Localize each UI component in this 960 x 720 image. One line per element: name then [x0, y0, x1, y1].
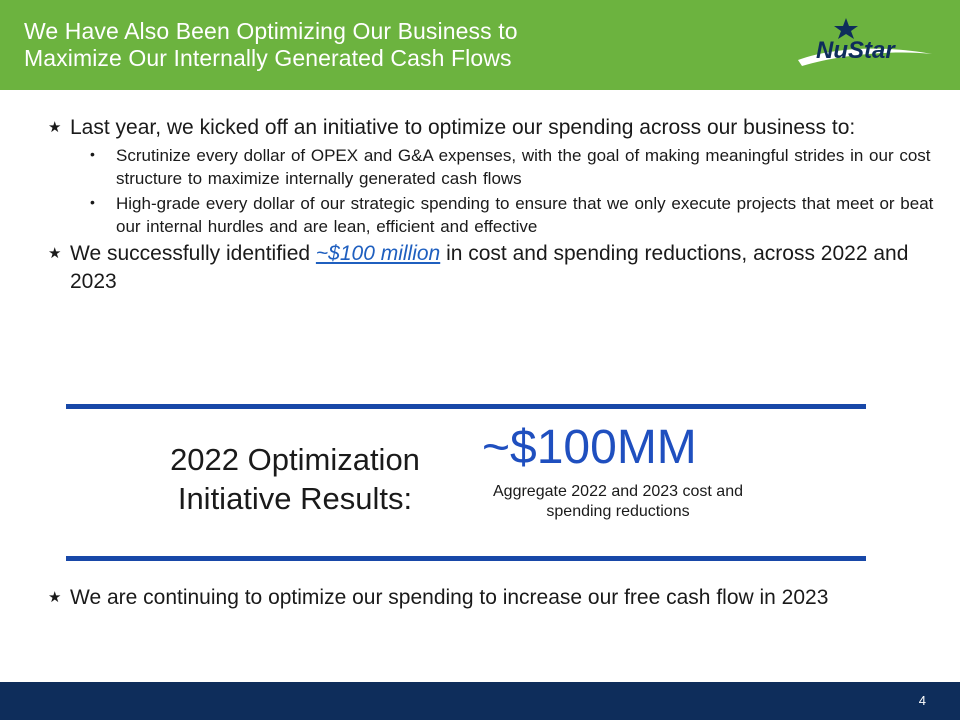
- bullet-dot-icon: •: [90, 146, 95, 162]
- bullet-1-text: Last year, we kicked off an initiative to optimize our spending across our business to:: [70, 116, 856, 139]
- logo-text: NuStar: [816, 37, 895, 64]
- sub-bullet-2: [46, 192, 946, 238]
- bullet-list: [46, 114, 946, 298]
- title-line-2: Maximize Our Internally Generated Cash Flows: [24, 45, 512, 71]
- bullet-item-3: [46, 584, 946, 614]
- bullet-3-text: We are continuing to optimize our spending to increase our free cash flow in 2023: [70, 586, 829, 609]
- top-divider: [66, 404, 866, 409]
- highlight-link[interactable]: ~$100 million: [315, 242, 441, 265]
- page-number: 4: [918, 693, 926, 708]
- slide-title: [24, 18, 744, 72]
- sub-bullet-2-text: High-grade every dollar of our strategic spending to ensure that we only execute projects that meet or beat our internal hurdles and are lean, efficient and effective: [116, 194, 934, 236]
- results-caption: Aggregate 2022 and 2023 cost and spending reductions: [493, 483, 743, 520]
- bullet-2-text-after: in cost and spending reductions, across 2022 and 2023: [70, 242, 909, 293]
- star-icon: ★: [48, 119, 62, 136]
- bottom-divider: [66, 556, 866, 561]
- star-icon: ★: [48, 589, 62, 606]
- results-value: ~$100MM: [482, 421, 697, 474]
- star-icon: ★: [48, 245, 62, 262]
- bullet-item-2: [46, 240, 946, 296]
- slide-header: [0, 0, 960, 90]
- sub-bullet-1: [46, 144, 946, 190]
- results-label: 2022 Optimization Initiative Results:: [170, 442, 420, 516]
- nustar-logo: [796, 16, 934, 76]
- bullet-dot-icon: •: [90, 194, 95, 210]
- bullet-item-1: [46, 114, 946, 142]
- slide-footer: [0, 682, 960, 720]
- bullet-2-text-before: We successfully identified: [70, 242, 316, 265]
- title-line-1: We Have Also Been Optimizing Our Business to: [24, 18, 518, 44]
- sub-bullet-1-text: Scrutinize every dollar of OPEX and G&A expenses, with the goal of making meaningful strides in our cost structure to maximize internally generated cash flows: [116, 146, 931, 188]
